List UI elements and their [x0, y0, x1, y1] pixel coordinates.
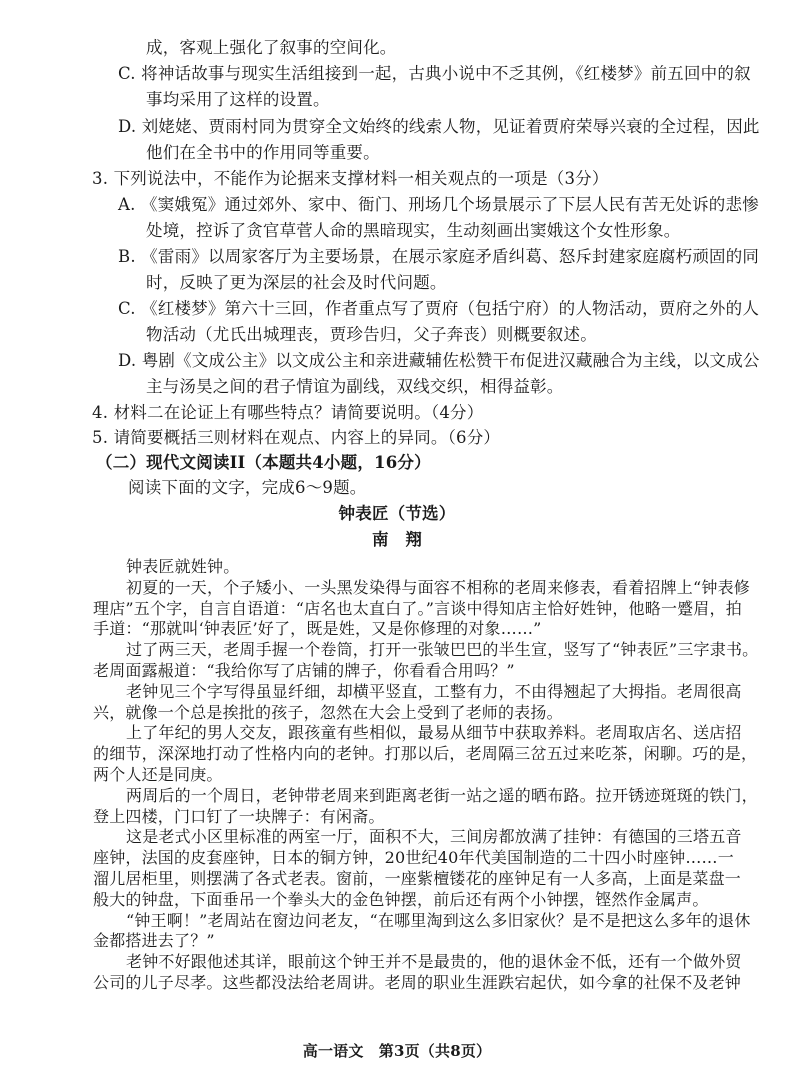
option-d-line1: D. 刘姥姥、贾雨村同为贯穿全文始终的线索人物，见证着贾府荣辱兴衰的全过程，因此: [118, 117, 760, 136]
story-line: 老周面露赧道：“我给你写了店铺的牌子，你看看合用吗？”: [93, 661, 515, 680]
story-paragraph: 两周后的一个周日，老钟带老周来到距离老街一站之遥的晒布路。拉开锈迹斑斑的铁门，: [126, 785, 758, 805]
story-paragraph: 初夏的一天，个子矮小、一头黑发染得与面容不相称的老周来修表，看着招牌上“钟表修: [126, 577, 750, 597]
question-4: 4. 材料二在论证上有哪些特点？请简要说明。（4分）: [92, 403, 484, 422]
q3-option-d-line2: 主与汤昊之间的君子情谊为副线，双线交织，相得益彰。: [146, 377, 564, 396]
page-footer: 高一语文 第3页（共8页）: [302, 1042, 492, 1060]
story-author: 南 翔: [371, 530, 423, 549]
story-paragraph: 老钟不好跟他述其详，眼前这个钟王并不是最贵的，他的退休金不低，还有一个做外贸: [126, 952, 742, 972]
story-line: 手道：“那就叫‘钟表匠’好了，既是姓，又是你修理的对象……”: [93, 619, 542, 639]
story-line: 般大的钟盘，下面垂吊一个拳头大的金色钟摆，前后还有两个小钟摆，铿然作金属声。: [93, 889, 709, 909]
section-heading: （二）现代文阅读II（本题共4小题，16分）: [96, 453, 431, 472]
story-paragraph: 老钟见三个字写得虽显纤细，却横平竖直，工整有力，不由得翘起了大拇指。老周很高: [126, 681, 742, 701]
q3-option-b-line1: B. 《雷雨》以周家客厅为主要场景，在展示家庭矛盾纠葛、怒斥封建家庭腐朽顽固的同: [118, 247, 760, 266]
q3-option-b-line2: 时，反映了更为深层的社会及时代问题。: [146, 273, 447, 292]
story-title: 钟表匠（节选）: [338, 504, 456, 523]
story-line: 登上四楼，门口钉了一块牌子：有闲斋。: [93, 806, 385, 826]
story-line: 金都搭进去了？”: [93, 931, 215, 951]
reading-instruction: 阅读下面的文字，完成6～9题。: [128, 478, 367, 497]
story-line: 两个人还是同庚。: [93, 765, 223, 784]
story-line: 座钟，法国的皮套座钟，日本的铜方钟，20世纪40年代美国制造的二十四小时座钟……一: [93, 848, 734, 868]
story-paragraph: 钟表匠就姓钟。: [126, 557, 240, 576]
q3-option-c-line2: 物活动（尤氏出城理丧，贾珍告归，父子奔丧）则概要叙述。: [146, 325, 597, 344]
story-line: 理店”五个字，自言自语道：“店名也太直白了。”言谈中得知店主恰好姓钟，他略一蹙眉，拍: [93, 598, 742, 618]
story-paragraph: 这是老式小区里标准的两室一厅，面积不大，三间房都放满了挂钟：有德国的三塔五音: [126, 827, 742, 847]
option-d-line2: 他们在全书中的作用同等重要。: [146, 143, 380, 162]
question-5: 5. 请简要概括三则材料在观点、内容上的异同。（6分）: [92, 428, 501, 447]
story-paragraph: 过了两三天，老周手握一个卷筒，打开一张皱巴巴的半生宣，竖写了“钟表匠”三字隶书。: [126, 640, 759, 660]
question-3: 3. 下列说法中，不能作为论据来支撑材料一相关观点的一项是（3分）: [92, 169, 609, 188]
option-b-continuation: 成，客观上强化了叙事的空间化。: [146, 38, 397, 57]
q3-option-c-line1: C. 《红楼梦》第六十三回，作者重点写了贾府（包括宁府）的人物活动，贾府之外的人: [118, 299, 760, 318]
q3-option-a-line2: 处境，控诉了贪官草菅人命的黑暗现实，生动刻画出窦娥这个女性形象。: [146, 221, 681, 240]
story-line: 溜儿居柜里，则摆满了各式老表。窗前，一座紫檀镂花的座钟足有一人多高，上面是菜盘一: [93, 869, 742, 888]
q3-option-d-line1: D. 粤剧《文成公主》以文成公主和亲进藏辅佐松赞干布促进汉藏融合为主线，以文成公: [118, 351, 760, 370]
q3-option-a-line1: A. 《窦娥冤》通过郊外、家中、衙门、刑场几个场景展示了下层人民有苦无处诉的悲惨: [118, 195, 759, 214]
option-c-line2: 事均采用了这样的设置。: [146, 90, 330, 109]
story-line: 兴，就像一个总是挨批的孩子，忽然在大会上受到了老师的表扬。: [93, 702, 563, 722]
story-paragraph: “钟王啊！”老周站在窗边问老友，“在哪里淘到这么多旧家伙？是不是把这么多年的退休: [126, 910, 751, 930]
story-line: 的细节，深深地打动了性格内向的老钟。打那以后，老周隔三岔五过来吃茶，闲聊。巧的是，: [93, 744, 758, 764]
story-line: 公司的儿子尽孝。这些都没法给老周讲。老周的职业生涯跌宕起伏，如今拿的社保不及老钟: [93, 973, 742, 992]
story-paragraph: 上了年纪的男人交友，跟孩童有些相似，最易从细节中获取养料。老周取店名、送店招: [126, 723, 742, 743]
option-c-line1: C. 将神话故事与现实生活组接到一起，古典小说中不乏其例，《红楼梦》前五回中的叙: [118, 64, 751, 83]
